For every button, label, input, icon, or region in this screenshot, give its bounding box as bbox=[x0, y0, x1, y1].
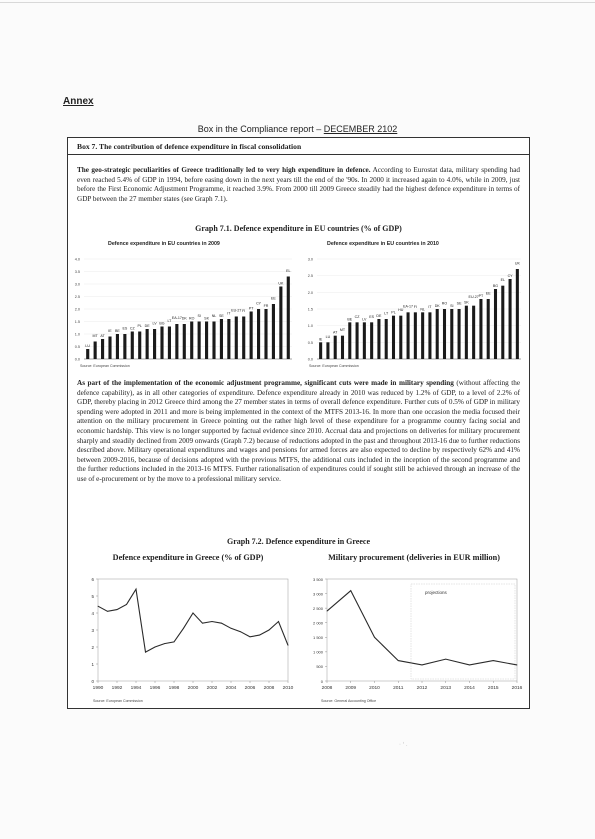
bar-label: BG bbox=[159, 321, 165, 326]
paragraph-1 bbox=[77, 166, 520, 204]
bar-label: FI bbox=[413, 304, 417, 309]
x-tick-label: 2012 bbox=[416, 686, 428, 691]
bar bbox=[168, 327, 171, 360]
bar-label: EL bbox=[500, 278, 505, 283]
bar-label: DK bbox=[181, 316, 187, 321]
bar bbox=[108, 337, 111, 360]
x-tick-label: 2016 bbox=[511, 686, 523, 691]
x-tick-label: 2014 bbox=[464, 686, 475, 691]
bar-chart-2009 bbox=[68, 237, 298, 377]
bar bbox=[319, 342, 322, 359]
y-tick-label: 0.0 bbox=[307, 357, 313, 362]
data-point bbox=[126, 604, 127, 605]
y-tick-label: 2.5 bbox=[307, 274, 313, 279]
bar-label: MT bbox=[92, 334, 98, 338]
bar-label: MT bbox=[339, 328, 346, 333]
bar bbox=[509, 279, 512, 359]
bar bbox=[494, 289, 497, 359]
bar bbox=[363, 322, 366, 359]
chart-greece-title: Defence expenditure in Greece (% of GDP) bbox=[112, 553, 264, 562]
box-frame bbox=[67, 137, 530, 709]
bar bbox=[198, 322, 201, 360]
bar-label: EA-17 bbox=[403, 304, 414, 309]
box-heading: Box 7. The contribution of defence expenditure in fiscal consolidation bbox=[77, 142, 302, 151]
bar bbox=[501, 286, 504, 359]
bar bbox=[348, 322, 351, 359]
data-point bbox=[250, 636, 251, 637]
bar-label: SI bbox=[450, 304, 454, 308]
series-line bbox=[98, 589, 288, 652]
paragraph-2 bbox=[77, 379, 520, 485]
x-tick-label: 2008 bbox=[263, 686, 275, 691]
y-tick-label: 0.5 bbox=[74, 345, 80, 349]
paragraph-1-bold: The geo-strategic peculiarities of Greece traditionally led to very high expenditure in defence. bbox=[77, 166, 371, 174]
bar bbox=[175, 324, 178, 359]
bar bbox=[138, 332, 141, 360]
bar bbox=[183, 324, 186, 359]
bar-label: BE bbox=[347, 317, 353, 322]
annex-heading: Annex bbox=[63, 96, 94, 107]
data-point bbox=[422, 665, 423, 666]
data-point bbox=[398, 660, 399, 661]
graph-7-1-title: Graph 7.1. Defence expenditure in EU countries (% of GDP) bbox=[195, 224, 402, 233]
bar-label: LU bbox=[85, 344, 91, 348]
bar-label: PT bbox=[478, 294, 484, 298]
y-tick-label: 5 bbox=[91, 593, 94, 599]
bar bbox=[250, 312, 253, 360]
y-tick-label: 1.0 bbox=[74, 332, 80, 337]
data-point bbox=[174, 642, 175, 643]
line-chart-greece-gdp bbox=[68, 549, 298, 707]
bar bbox=[428, 312, 431, 359]
top-rule bbox=[0, 2, 595, 3]
bar-label: AT bbox=[333, 330, 338, 335]
chart-2010-title: Defence expenditure in EU countries in 2010 bbox=[327, 241, 439, 247]
graph-7-2-title: Graph 7.2. Defence expenditure in Greece bbox=[226, 537, 370, 546]
data-point bbox=[98, 606, 99, 607]
bar bbox=[407, 312, 410, 359]
bar bbox=[94, 342, 97, 360]
bar-label: PL bbox=[391, 310, 396, 315]
bar bbox=[116, 334, 119, 359]
y-tick-label: 500 bbox=[316, 664, 323, 670]
bar-label: SE bbox=[456, 301, 462, 306]
bar-label: UK bbox=[514, 261, 520, 266]
chart-procurement-title: Military procurement (deliveries in EUR million) bbox=[328, 553, 500, 562]
x-tick-label: 1998 bbox=[168, 686, 180, 691]
bar-label: NL bbox=[420, 307, 425, 312]
bar-label: LT bbox=[384, 311, 389, 316]
annotation-label: projections bbox=[425, 590, 447, 595]
y-tick-label: 3 bbox=[91, 627, 94, 633]
x-tick-label: 2009 bbox=[345, 686, 357, 691]
bar bbox=[414, 312, 417, 359]
bar bbox=[287, 277, 290, 360]
bar-label: FR bbox=[263, 304, 269, 308]
data-point bbox=[164, 643, 165, 644]
line-chart-procurement bbox=[299, 549, 529, 707]
x-tick-label: 1994 bbox=[130, 686, 142, 691]
bar bbox=[436, 309, 439, 359]
bar bbox=[334, 336, 337, 359]
paragraph-2-bold: As part of the implementation of the economic adjustment programme, significant cuts were made in military spending bbox=[77, 379, 454, 387]
data-point bbox=[221, 623, 222, 624]
bar bbox=[356, 322, 359, 359]
bar bbox=[242, 317, 245, 360]
paragraph-2-text: (without affecting the defence capability), as in all other categories of expenditure. Defence expenditure already in 2010 was reduced by 1.2% of GDP, to a level of 2.2% of GDP, thereby placing in 2012 Greece third among the 27 member states in terms of overall defence expenditure. Further cuts of 0.5% of GDP in military spending were adopted in 2011 and more is being implemented in the context of the MTFS 2013-16. In more than one occasion the media focused their attention on the military procurement in Greece pointing out the rather high level of these expenditure for a programme country facing social and economic hardship. This view is no longer supported by factual evidence since 2010. Accrual data and projections on deliveries for military procurement sharply and steadily declined from 2009 onwards (Graph 7.2) because of reductions adopted in the past and throughout 2013-16 due to further reductions described above. Military operational expenditures and wages and pensions for armed forces are also expected to decline by respectively 62% and 41% between 2009-2016, because of decisions adopted with the previous MTFS, the additional cuts included in the inception of the second programme and the further reductions included in the 2013-16 MTFS. Further rationalisation of expenditures could if sought still be achieved through an increase of the use of e-procurement or by the move to a professional military service. bbox=[77, 379, 521, 483]
bar-label: IE bbox=[318, 337, 323, 342]
data-point bbox=[212, 621, 213, 622]
scan-smudge: · ‘ . bbox=[399, 742, 408, 748]
bar-label: CY bbox=[256, 301, 262, 306]
bar-label: DE bbox=[144, 324, 150, 328]
chart-2009-source: Source: European Commission bbox=[80, 364, 130, 368]
x-tick-label: 1992 bbox=[111, 686, 123, 691]
bar-label: RO bbox=[189, 316, 195, 321]
x-tick-label: 1996 bbox=[149, 686, 161, 691]
bar bbox=[146, 329, 149, 359]
data-point bbox=[145, 652, 146, 653]
y-tick-label: 0.0 bbox=[74, 357, 80, 362]
y-tick-label: 2 500 bbox=[312, 605, 323, 611]
data-point bbox=[445, 659, 446, 660]
data-point bbox=[327, 611, 328, 612]
y-tick-label: 0.5 bbox=[307, 340, 313, 345]
bar-label: BG bbox=[492, 284, 499, 288]
bar-label: SK bbox=[463, 300, 469, 305]
bar bbox=[205, 322, 208, 360]
plot-frame bbox=[327, 579, 517, 681]
x-tick-label: 2011 bbox=[393, 686, 404, 691]
data-point bbox=[493, 660, 494, 661]
bar bbox=[257, 309, 260, 359]
bar-label: FI bbox=[242, 309, 246, 313]
bar-label: HU bbox=[398, 308, 404, 313]
y-tick-label: 1 bbox=[91, 661, 94, 667]
x-tick-label: 2004 bbox=[225, 686, 237, 691]
bar bbox=[450, 309, 453, 359]
data-point bbox=[136, 589, 137, 590]
bar bbox=[341, 336, 344, 359]
bar bbox=[212, 322, 215, 360]
paragraph-1-text: According to Eurostat data, military spending had even reached 5.4% of GDP in 1994, before easing down in the next years till the end of the '90s. In 2000 it increased again to 4.0%, while in 2009, just before the First Economic Adjustment Programme, it reached 3.9%. From 2000 till 2009 Greece steadily had the highest defence expenditure in terms of GDP between the 27 member states (see Graph 7.1). bbox=[77, 166, 520, 203]
y-tick-label: 2 000 bbox=[312, 620, 323, 626]
x-tick-label: 2010 bbox=[282, 686, 294, 691]
x-tick-label: 2013 bbox=[440, 686, 452, 691]
y-tick-label: 1.5 bbox=[307, 307, 313, 312]
y-tick-label: 4.0 bbox=[74, 257, 80, 262]
bar-label: LV bbox=[152, 321, 157, 326]
data-point bbox=[155, 647, 156, 648]
bar bbox=[279, 287, 282, 360]
bar-chart-2010 bbox=[299, 237, 529, 377]
x-tick-label: 1990 bbox=[92, 686, 104, 691]
x-tick-label: 2015 bbox=[487, 686, 499, 691]
y-tick-label: 3.5 bbox=[74, 270, 80, 274]
y-tick-label: 2.0 bbox=[307, 290, 313, 295]
data-point bbox=[269, 630, 270, 631]
chart-procurement-source: Source: General Accounting Office bbox=[321, 699, 377, 703]
data-point bbox=[117, 609, 118, 610]
chart-2009-svg bbox=[68, 237, 298, 372]
y-tick-label: 3 000 bbox=[312, 591, 323, 597]
data-point bbox=[288, 645, 289, 646]
data-point bbox=[259, 635, 260, 636]
bar-label: CZ bbox=[129, 326, 135, 331]
bar bbox=[399, 316, 402, 359]
box-title-prefix: Box in the Compliance report – bbox=[197, 124, 324, 134]
plot-frame bbox=[98, 579, 288, 681]
chart-greece-source: Source: European Commission bbox=[93, 699, 143, 703]
bar bbox=[392, 316, 395, 359]
bar-label: EE bbox=[271, 296, 276, 301]
bar-label: LV bbox=[362, 317, 367, 322]
x-tick-label: 2010 bbox=[369, 686, 380, 691]
bar-label: BE bbox=[115, 329, 120, 333]
bar-label: PL bbox=[137, 324, 142, 328]
bar bbox=[479, 299, 482, 359]
heading-rule bbox=[68, 154, 529, 155]
bar bbox=[443, 309, 446, 359]
bar bbox=[465, 306, 468, 359]
y-tick-label: 0 bbox=[91, 678, 94, 684]
bar-label: DK bbox=[434, 304, 440, 308]
bar bbox=[377, 319, 380, 359]
bar bbox=[220, 319, 223, 359]
data-point bbox=[350, 590, 351, 591]
bar-label: AT bbox=[100, 334, 105, 338]
data-point bbox=[193, 613, 194, 614]
bar bbox=[264, 309, 267, 359]
projection-box bbox=[411, 584, 515, 679]
bar bbox=[458, 309, 461, 359]
series-line bbox=[327, 591, 517, 665]
y-tick-label: 3 500 bbox=[312, 576, 323, 582]
y-tick-label: 2.0 bbox=[74, 307, 80, 312]
y-tick-label: 1.0 bbox=[307, 324, 313, 329]
bar bbox=[370, 322, 373, 359]
bar bbox=[421, 312, 424, 359]
y-tick-label: 1 000 bbox=[312, 649, 323, 655]
bar bbox=[153, 329, 156, 359]
data-point bbox=[517, 665, 518, 666]
bar bbox=[131, 332, 134, 360]
x-tick-label: 2006 bbox=[244, 686, 256, 691]
bar bbox=[487, 299, 490, 359]
chart-procurement-svg bbox=[299, 549, 529, 699]
bar bbox=[326, 342, 329, 359]
data-point bbox=[278, 621, 279, 622]
bar bbox=[190, 322, 193, 360]
bar bbox=[385, 319, 388, 359]
bar bbox=[123, 334, 126, 359]
bar-label: PT bbox=[248, 306, 254, 311]
bar-label: UK bbox=[278, 281, 284, 286]
bar-label: ES bbox=[122, 326, 128, 331]
bar-label: IT bbox=[227, 311, 231, 316]
chart-2010-source: Source: European Commission bbox=[309, 364, 359, 368]
y-tick-label: 2.5 bbox=[74, 295, 80, 299]
data-point bbox=[183, 628, 184, 629]
bar-label: NL bbox=[211, 314, 217, 318]
bar bbox=[227, 319, 230, 359]
bar-label: SI bbox=[197, 314, 201, 318]
bar-label: LU bbox=[325, 334, 331, 339]
y-tick-label: 6 bbox=[91, 576, 94, 582]
bar bbox=[101, 339, 104, 359]
y-tick-label: 3.0 bbox=[307, 257, 313, 262]
y-tick-label: 1.5 bbox=[74, 320, 80, 324]
bar-label: EU-27 bbox=[468, 295, 479, 300]
y-tick-label: 0 bbox=[320, 678, 323, 684]
bar-label: ES bbox=[369, 314, 375, 319]
y-tick-label: 1 500 bbox=[312, 635, 323, 641]
bar-label: LT bbox=[167, 319, 172, 323]
data-point bbox=[469, 665, 470, 666]
bar-label: EA-17 bbox=[171, 316, 182, 320]
data-point bbox=[240, 631, 241, 632]
bar bbox=[516, 269, 519, 359]
bar-label: EL bbox=[286, 269, 291, 273]
x-tick-label: 2008 bbox=[321, 686, 333, 691]
data-point bbox=[107, 611, 108, 612]
bar-label: CZ bbox=[354, 314, 360, 319]
bar-label: IT bbox=[428, 304, 432, 309]
bar bbox=[86, 349, 89, 359]
y-tick-label: 3.0 bbox=[74, 282, 80, 287]
y-tick-label: 4 bbox=[91, 610, 94, 616]
data-point bbox=[202, 623, 203, 624]
bar-label: DE bbox=[376, 314, 382, 318]
chart-2010-svg bbox=[299, 237, 529, 372]
x-tick-label: 2000 bbox=[187, 686, 199, 691]
chart-2009-title: Defence expenditure in EU countries in 2009 bbox=[108, 241, 220, 247]
box-title bbox=[0, 124, 595, 134]
bar bbox=[235, 317, 238, 360]
data-point bbox=[231, 628, 232, 629]
x-tick-label: 2002 bbox=[206, 686, 218, 691]
y-tick-label: 2 bbox=[91, 644, 94, 650]
bar-label: CY bbox=[507, 274, 513, 278]
bar bbox=[472, 306, 475, 359]
bar-label: EE bbox=[485, 291, 491, 296]
chart-greece-svg bbox=[68, 549, 298, 699]
bar-label: IE bbox=[108, 329, 112, 333]
bar-label: RO bbox=[441, 301, 448, 306]
bar-label: SK bbox=[204, 316, 209, 321]
data-point bbox=[374, 637, 375, 638]
bar bbox=[160, 327, 163, 360]
bar bbox=[272, 304, 275, 359]
bar-label: SE bbox=[219, 314, 224, 318]
bar-label: EU-27 bbox=[231, 308, 242, 313]
box-title-date: DECEMBER 2102 bbox=[323, 124, 398, 134]
